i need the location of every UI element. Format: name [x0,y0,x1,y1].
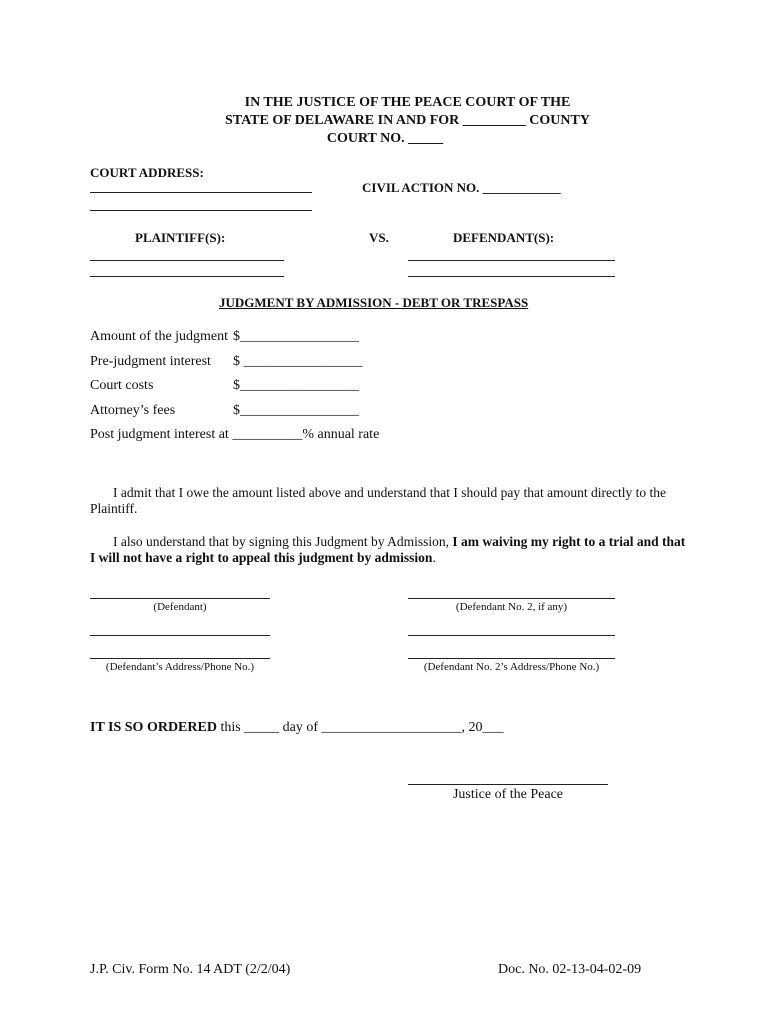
court-header-line-1: IN THE JUSTICE OF THE PEACE COURT OF THE [244,95,571,110]
defendant-label: DEFENDANT(S): [453,230,555,245]
admission-paragraph-1: I admit that I owe the amount listed above and understand that I should pay that amount directly to the Plaintiff. [90,485,666,516]
defendant-2-address-line-1[interactable] [408,635,615,636]
court-costs-field[interactable]: $_________________ [233,378,359,393]
justice-signature-line[interactable] [408,784,608,785]
defendant-2-address-line-2[interactable] [408,658,615,659]
defendant-address-line-1[interactable] [90,635,270,636]
prejudgment-interest-field[interactable]: $ _________________ [233,354,363,369]
defendant-line-1[interactable] [408,260,615,261]
defendant-address-caption: (Defendant’s Address/Phone No.) [105,661,255,673]
plaintiff-label: PLAINTIFF(S): [135,230,226,245]
defendant-2-signature-line[interactable] [408,598,615,599]
prejudgment-interest-label: Pre-judgment interest [90,354,211,369]
attorney-fees-label: Attorney’s fees [90,403,176,418]
court-costs-label: Court costs [90,378,154,393]
court-address-label: COURT ADDRESS: [90,165,204,180]
court-address-line-1[interactable] [90,192,312,193]
admission-paragraph-2-end: . [432,550,436,565]
so-ordered-date-fields[interactable]: this _____ day of ____________________, 20___ [216,720,504,735]
plaintiff-line-2[interactable] [90,276,284,277]
form-title: JUDGMENT BY ADMISSION - DEBT OR TRESPASS [219,295,529,310]
defendant-2-address-caption: (Defendant No. 2’s Address/Phone No.) [423,661,600,673]
justice-of-the-peace-label: Justice of the Peace [452,787,563,802]
civil-action-label: CIVIL ACTION NO. ____________ [362,180,561,195]
waiver-statement: I am waiving my right to a trial and that I will not have a right to appeal this judgment by admission [90,534,686,565]
form-number: J.P. Civ. Form No. 14 ADT (2/2/04) [90,962,291,977]
admission-paragraph-2-start: I also understand that by signing this Judgment by Admission, [113,534,453,549]
defendant-line-2[interactable] [408,276,615,277]
so-ordered-statement[interactable] [90,720,504,736]
post-judgment-interest[interactable]: Post judgment interest at __________% annual rate [90,427,380,442]
defendant-signature-line[interactable] [90,598,270,599]
court-address-line-2[interactable] [90,210,312,211]
attorney-fees-field[interactable]: $_________________ [233,403,359,418]
document-number: Doc. No. 02-13-04-02-09 [498,962,642,977]
vs-label: VS. [369,230,389,245]
defendant-address-line-2[interactable] [90,658,270,659]
so-ordered-label: IT IS SO ORDERED [90,720,217,735]
admission-paragraph-2 [90,534,690,566]
defendant-signature-caption: (Defendant) [153,601,207,613]
defendant-2-signature-caption: (Defendant No. 2, if any) [455,601,568,613]
court-header-line-2: STATE OF DELAWARE IN AND FOR _________ COUNTY [225,113,590,128]
court-header-line-3: COURT NO. _____ [326,131,444,146]
judgment-amount-field[interactable]: $_________________ [233,329,359,344]
judgment-amount-label: Amount of the judgment [90,329,229,344]
plaintiff-line-1[interactable] [90,260,284,261]
